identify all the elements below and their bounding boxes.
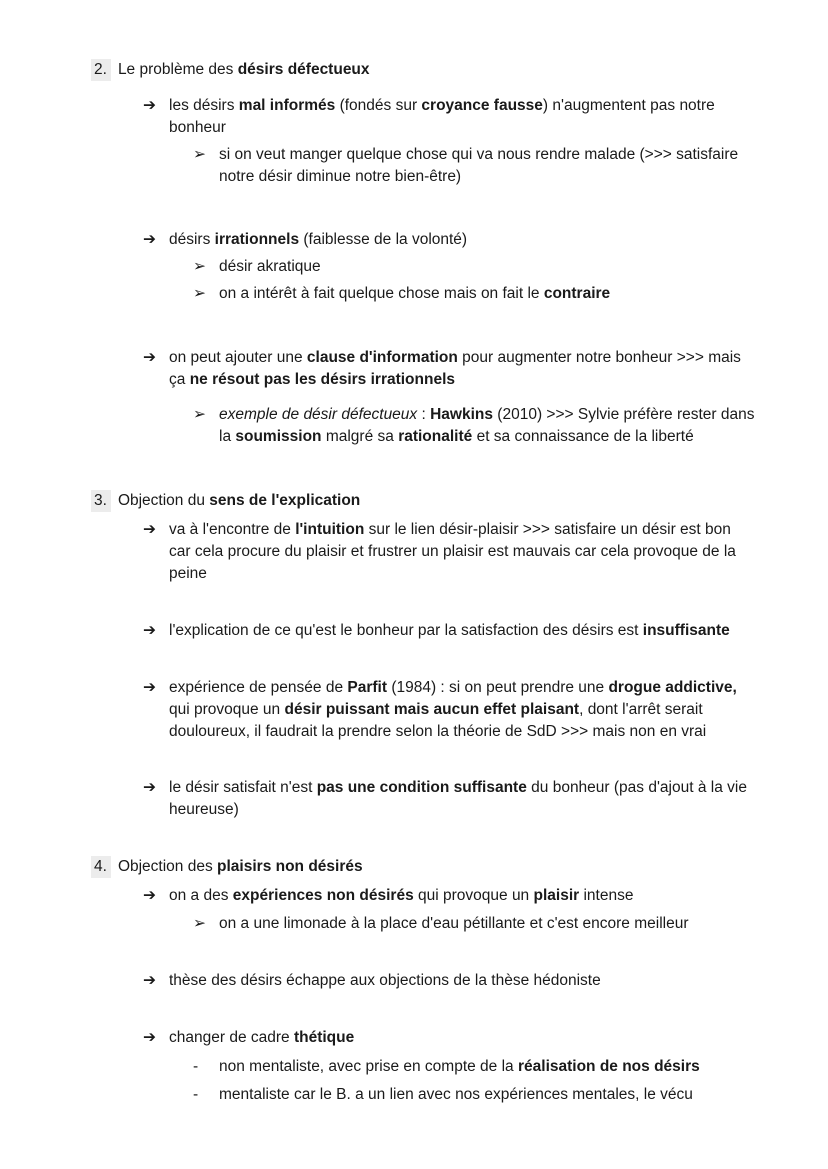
arrow-icon: ➔ — [143, 622, 156, 639]
bullet-continuation: car cela procure du plaisir et frustrer un plaisir est mauvais car cela provoque de la — [169, 543, 736, 560]
section-number: 2. — [91, 59, 111, 81]
triangle-bullet-icon: ➢ — [193, 258, 206, 275]
bullet-item: ➔ le désir satisfait n'est pas une condition suffisante du bonheur (pas d'ajout à la vie — [143, 777, 747, 799]
arrow-icon: ➔ — [143, 679, 156, 696]
triangle-bullet-icon: ➢ — [193, 406, 206, 423]
triangle-bullet-icon: ➢ — [193, 146, 206, 163]
sub-bullet-continuation: notre désir diminue notre bien-être) — [219, 168, 462, 185]
triangle-bullet-icon: ➢ — [193, 915, 206, 932]
dash-bullet-icon: - — [193, 1086, 199, 1103]
arrow-icon: ➔ — [143, 887, 156, 904]
arrow-icon: ➔ — [143, 349, 156, 366]
sub-bullet-item: ➢ désir akratique — [193, 256, 321, 278]
section-heading: 2. Le problème des désirs défectueux — [91, 59, 370, 81]
section-heading: 4. Objection des plaisirs non désirés — [91, 856, 363, 878]
arrow-icon: ➔ — [143, 972, 156, 989]
bullet-item: ➔ l'explication de ce qu'est le bonheur par la satisfaction des désirs est insuffisante — [143, 620, 730, 642]
bullet-item: ➔ on peut ajouter une clause d'information pour augmenter notre bonheur >>> mais — [143, 347, 741, 369]
bullet-item: ➔ on a des expériences non désirés qui provoque un plaisir intense — [143, 885, 633, 907]
sub-bullet-item: ➢ on a intérêt à fait quelque chose mais on fait le contraire — [193, 283, 610, 305]
bullet-continuation: ça ne résout pas les désirs irrationnels — [169, 371, 456, 388]
arrow-icon: ➔ — [143, 1029, 156, 1046]
dash-item: - non mentaliste, avec prise en compte de la réalisation de nos désirs — [193, 1056, 700, 1078]
section-heading: 3. Objection du sens de l'explication — [91, 490, 360, 512]
arrow-icon: ➔ — [143, 231, 156, 248]
sub-bullet-item: ➢ on a une limonade à la place d'eau pétillante et c'est encore meilleur — [193, 913, 689, 935]
bullet-item: ➔ les désirs mal informés (fondés sur croyance fausse) n'augmentent pas notre — [143, 95, 758, 117]
triangle-bullet-icon: ➢ — [193, 285, 206, 302]
arrow-icon: ➔ — [143, 779, 156, 796]
bullet-continuation: douloureux, il faudrait la prendre selon la théorie de SdD >>> mais non en vrai — [169, 723, 707, 740]
bullet-continuation: peine — [169, 565, 207, 582]
bullet-item: ➔ expérience de pensée de Parfit (1984) : si on peut prendre une drogue addictive, — [143, 677, 737, 699]
section-number: 4. — [91, 856, 111, 878]
bullet-continuation: qui provoque un désir puissant mais aucun effet plaisant, dont l'arrêt serait — [169, 701, 703, 718]
bullet-item: ➔ va à l'encontre de l'intuition sur le lien désir-plaisir >>> satisfaire un désir est bon — [143, 519, 731, 541]
bullet-continuation: heureuse) — [169, 801, 239, 818]
bullet-continuation: bonheur — [169, 119, 226, 136]
sub-bullet-item: ➢ si on veut manger quelque chose qui va nous rendre malade (>>> satisfaire — [193, 144, 738, 166]
dash-item: - mentaliste car le B. a un lien avec nos expériences mentales, le vécu — [193, 1084, 693, 1106]
bullet-item: ➔ changer de cadre thétique — [143, 1027, 354, 1049]
arrow-icon: ➔ — [143, 97, 156, 114]
section-number: 3. — [91, 490, 111, 512]
bullet-item: ➔ désirs irrationnels (faiblesse de la volonté) — [143, 229, 467, 251]
bullet-item: ➔ thèse des désirs échappe aux objections de la thèse hédoniste — [143, 970, 601, 992]
dash-bullet-icon: - — [193, 1058, 199, 1075]
sub-bullet-continuation: la soumission malgré sa rationalité et sa connaissance de la liberté — [219, 428, 694, 445]
sub-bullet-item: ➢ exemple de désir défectueux : Hawkins (2010) >>> Sylvie préfère rester dans — [193, 404, 755, 426]
arrow-icon: ➔ — [143, 521, 156, 538]
